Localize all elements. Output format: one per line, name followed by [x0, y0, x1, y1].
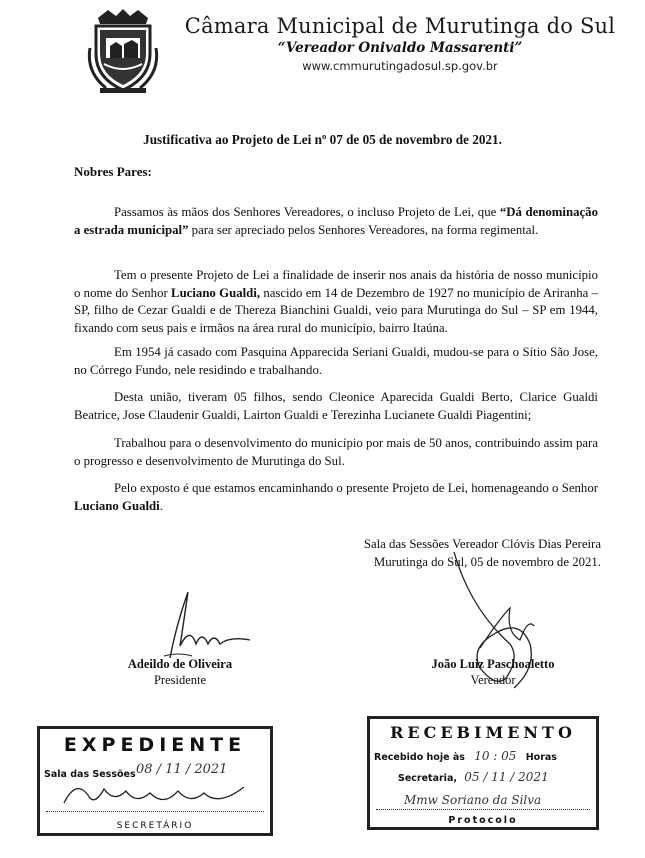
expediente-label: Sala das Sessões: [44, 769, 136, 780]
secretaria-line: [398, 770, 549, 784]
president-signature: [140, 586, 260, 666]
expediente-footer: SECRETÁRIO: [116, 821, 194, 831]
received-label: Recebido hoje às: [374, 752, 465, 763]
protocol-signer: Mmw Soriano da Silva: [404, 793, 542, 807]
paragraph-5: Trabalhou para o desenvolvimento do município por mais de 50 anos, contribuindo assim para o progresso e desenvolvimento de Murutinga do Sul.: [74, 436, 598, 468]
municipal-coat-of-arms-icon: [86, 8, 160, 94]
institution-name: Câmara Municipal de Murutinga do Sul: [184, 14, 616, 38]
paragraph-3: Em 1954 já casado com Pasquina Apparecida Seriani Gualdi, mudou-se para o Sítio São Jose, no Córrego Fundo, nele residindo e trabalhando.: [74, 345, 598, 377]
councilor-role: Vereador: [470, 673, 516, 687]
place-and-date: [364, 536, 601, 571]
signature-block-councilor: [398, 656, 588, 688]
paragraph-1: Passamos às mãos dos Senhores Vereadores, o incluso Projeto de Lei, que “Dá denominação a estrada municipal” para ser apreciado pelos Senhores Vereadores, na forma regimental.: [74, 205, 598, 237]
expediente-stamp: [37, 726, 273, 836]
letterhead: [170, 14, 630, 73]
secretaria-date: 05 / 11 / 2021: [464, 770, 549, 784]
document-title: Justificativa ao Projeto de Lei nº 07 de 05 de novembro de 2021.: [143, 132, 502, 147]
received-line: [374, 749, 557, 763]
recebimento-footer: Protocolo: [448, 815, 518, 826]
institution-subtitle: “Vereador Onivaldo Massarenti”: [277, 40, 523, 56]
councilor-name: João Luiz Paschoaletto: [431, 657, 555, 671]
signature-block-president: [110, 656, 250, 688]
secretaria-label: Secretaria,: [398, 773, 457, 784]
city-date: Murutinga do Sul, 05 de novembro de 2021.: [373, 554, 601, 569]
greeting: Nobres Pares:: [74, 164, 152, 179]
hours-label: Horas: [525, 752, 557, 763]
received-hours: 10 : 05: [474, 749, 517, 763]
expediente-date: 08 / 11 / 2021: [136, 762, 228, 777]
expediente-heading: EXPEDIENTE: [63, 734, 247, 756]
recebimento-heading: RECEBIMENTO: [390, 723, 576, 742]
paragraph-2: Tem o presente Projeto de Lei a finalidade de inserir nos anais da história de nosso município o nome do Senhor Luciano Gualdi, nascido em 14 de Dezembro de 1927 no município de Ariranha – SP, filho de Cezar Gualdi e de Thereza Bianchini Gualdi, veio para Murutinga do Sul – SP em 1944, fixando com seus pais e irmãos na área rural do município, bairro Itaúna.: [74, 268, 598, 335]
expediente-signature-line: [46, 811, 264, 812]
recebimento-stamp: [367, 716, 599, 830]
website-link[interactable]: www.cmmurutingadosul.sp.gov.br: [302, 59, 498, 73]
paragraph-6: Pelo exposto é que estamos encaminhando o presente Projeto de Lei, homenageando o Senhor Luciano Gualdi.: [74, 481, 598, 513]
session-room: Sala das Sessões Vereador Clóvis Dias Pereira: [363, 537, 601, 551]
president-role: Presidente: [153, 673, 207, 687]
paragraph-4: Desta união, tiveram 05 filhos, sendo Cleonice Aparecida Gualdi Berto, Clarice Gualdi Beatrice, Jose Claudenir Gualdi, Lairton Gualdi e Terezinha Lucianete Gualdi Piagentini;: [74, 390, 598, 422]
recebimento-signature-line: [376, 809, 590, 810]
secretary-signature: [54, 773, 254, 813]
president-name: Adeildo de Oliveira: [127, 657, 233, 671]
